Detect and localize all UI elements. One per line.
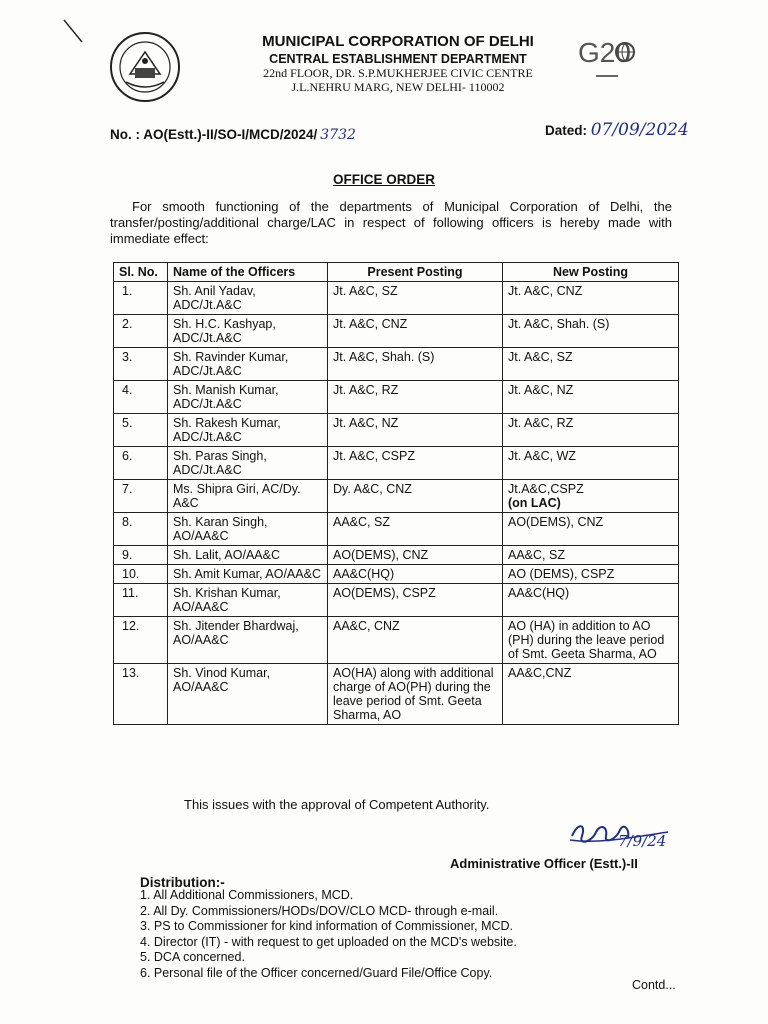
cell-new-posting-text: AA&C,CNZ [508,666,572,680]
table-row [114,546,679,565]
list-item: 3. PS to Commissioner for kind information of Commissioner, MCD. [140,919,514,934]
cell-officer-name [168,617,328,664]
col-header-sl-no: Sl. No. [114,263,168,282]
pen-stroke-mark [62,18,84,44]
dated-label: Dated: [545,123,588,138]
table-row [114,513,679,546]
cell-present-posting-text: AO(DEMS), CSPZ [333,586,436,600]
cell-present-posting [328,664,503,725]
address-line-2: J.L.NEHRU MARG, NEW DELHI- 110002 [291,80,505,94]
cell-present-posting [328,617,503,664]
cell-officer-name [168,282,328,315]
cell-sl-no-text: 6. [122,449,133,463]
cell-present-posting-text: AO(DEMS), CNZ [333,548,429,562]
list-item: 4. Director (IT) - with request to get uploaded on the MCD's website. [140,934,517,949]
cell-officer-name-text: Ms. Shipra Giri, AC/Dy. A&C [173,482,301,510]
table-row [114,348,679,381]
address-line-1: 22nd FLOOR, DR. S.P.MUKHERJEE CIVIC CENTRE [263,66,533,80]
posting-table [113,262,679,725]
cell-sl-no-text: 10. [122,567,140,581]
cell-sl-no-text: 8. [122,515,133,529]
col-header-name: Name of the Officers [168,263,328,282]
cell-sl-no [114,381,168,414]
cell-officer-name-text: Sh. Ravinder Kumar, ADC/Jt.A&C [173,350,289,378]
cell-present-posting-text: Jt. A&C, Shah. (S) [333,350,435,364]
cell-officer-name-text: Sh. Rakesh Kumar, ADC/Jt.A&C [173,416,281,444]
table-row [114,664,679,725]
cell-new-posting [503,565,679,584]
cell-officer-name [168,381,328,414]
cell-new-posting-text: Jt. A&C, CNZ [508,284,583,298]
cell-present-posting [328,447,503,480]
cell-new-posting [503,513,679,546]
cell-new-posting [503,480,679,513]
mcd-emblem-logo [108,30,182,104]
list-item: 6. Personal file of the Officer concerned/Guard File/Office Copy. [140,965,493,980]
cell-sl-no-text: 12. [122,619,140,633]
cell-officer-name [168,565,328,584]
cell-present-posting-text: Jt. A&C, SZ [333,284,398,298]
table-row [114,565,679,584]
document-title [0,172,768,187]
document-title-text: OFFICE ORDER [332,172,435,187]
cell-present-posting-text: Jt. A&C, NZ [333,416,399,430]
cell-sl-no [114,513,168,546]
cell-sl-no-text: 1. [122,284,133,298]
table-row [114,282,679,315]
cell-new-posting [503,546,679,565]
cell-new-posting-text: Jt. A&C, SZ [508,350,573,364]
cell-officer-name [168,513,328,546]
continued-marker: Contd... [632,978,676,992]
cell-present-posting-text: Jt. A&C, CSPZ [333,449,415,463]
cell-sl-no [114,546,168,565]
cell-sl-no-text: 11. [122,586,139,600]
list-item: 5. DCA concerned. [140,950,245,965]
cell-officer-name [168,315,328,348]
cell-present-posting [328,315,503,348]
cell-officer-name-text: Sh. H.C. Kashyap, ADC/Jt.A&C [173,317,276,345]
cell-sl-no-text: 9. [122,548,133,562]
order-date [545,120,689,140]
cell-sl-no [114,584,168,617]
distribution-title: Distribution:- [140,875,225,890]
intro-paragraph [110,199,672,247]
cell-new-posting [503,664,679,725]
cell-new-posting-text: AO (HA) in addition to AO (PH) during the leave period of Smt. Geeta Sharma, AO [508,619,665,661]
cell-sl-no [114,480,168,513]
cell-new-posting-text: Jt.A&C,CSPZ [508,482,584,496]
table-row [114,315,679,348]
cell-present-posting [328,480,503,513]
department-name: CENTRAL ESTABLISHMENT DEPARTMENT [269,52,527,66]
signatory-designation: Administrative Officer (Estt.)-II [450,856,638,871]
cell-officer-name-text: Sh. Krishan Kumar, AO/AA&C [173,586,281,614]
cell-new-posting-text: AO (DEMS), CSPZ [508,567,615,581]
g20-logo-text: G20 [578,37,631,68]
cell-new-posting-text: Jt. A&C, Shah. (S) [508,317,610,331]
cell-officer-name [168,447,328,480]
cell-present-posting-text: AA&C, SZ [333,515,390,529]
cell-present-posting [328,381,503,414]
cell-new-posting-text: AA&C(HQ) [508,586,570,600]
cell-present-posting [328,282,503,315]
cell-new-posting [503,282,679,315]
address-block [228,66,568,94]
cell-new-posting-text: AO(DEMS), CNZ [508,515,604,529]
table-row [114,584,679,617]
cell-new-posting-text: Jt. A&C, RZ [508,416,574,430]
cell-new-posting-extra: (on LAC) [508,496,561,510]
cell-present-posting-text: Dy. A&C, CNZ [333,482,412,496]
table-row [114,480,679,513]
cell-present-posting-text: AO(HA) along with additional charge of AO(PH) during the leave period of Smt. Geeta Sharma, AO [333,666,494,722]
g20-logo [578,30,636,86]
cell-sl-no-text: 5. [122,416,133,430]
cell-present-posting [328,565,503,584]
reference-number [110,127,356,143]
cell-new-posting [503,447,679,480]
cell-present-posting [328,546,503,565]
cell-sl-no-text: 13. [122,666,140,680]
table-row [114,381,679,414]
cell-sl-no [114,565,168,584]
cell-officer-name-text: Sh. Anil Yadav, ADC/Jt.A&C [173,284,256,312]
cell-new-posting-text: Jt. A&C, WZ [508,449,577,463]
cell-new-posting [503,348,679,381]
intro-paragraph-text: For smooth functioning of the departments of Municipal Corporation of Delhi, the transfer/posting/additional charge/LAC in respect of following officers is hereby made with immediate effect: [110,199,672,246]
cell-sl-no-text: 4. [122,383,133,397]
cell-present-posting-text: Jt. A&C, CNZ [333,317,408,331]
table-row [114,617,679,664]
table-row [114,447,679,480]
col-header-present-posting: Present Posting [328,263,503,282]
cell-present-posting-text: Jt. A&C, RZ [333,383,399,397]
cell-new-posting-text: AA&C, SZ [508,548,565,562]
cell-officer-name-text: Sh. Jitender Bhardwaj, AO/AA&C [173,619,299,647]
cell-new-posting [503,617,679,664]
cell-officer-name-text: Sh. Amit Kumar, AO/AA&C [173,567,321,581]
cell-present-posting-text: AA&C, CNZ [333,619,400,633]
table-header-row [114,263,679,282]
cell-sl-no-text: 7. [122,482,133,496]
cell-sl-no [114,348,168,381]
cell-officer-name [168,414,328,447]
cell-new-posting [503,414,679,447]
cell-present-posting [328,584,503,617]
organization-name: MUNICIPAL CORPORATION OF DELHI [262,33,534,50]
col-header-new-posting: New Posting [503,263,679,282]
cell-new-posting [503,381,679,414]
signature-handwritten-date: 7/9/24 [618,832,667,850]
cell-present-posting [328,414,503,447]
cell-new-posting [503,584,679,617]
cell-sl-no [114,664,168,725]
cell-sl-no [114,315,168,348]
cell-officer-name-text: Sh. Vinod Kumar, AO/AA&C [173,666,271,694]
cell-officer-name-text: Sh. Paras Singh, ADC/Jt.A&C [173,449,267,477]
reference-label: No. : AO(Estt.)-II/SO-I/MCD/2024/ [110,127,318,142]
cell-present-posting [328,348,503,381]
cell-officer-name-text: Sh. Lalit, AO/AA&C [173,548,280,562]
list-item: 2. All Dy. Commissioners/HODs/DOV/CLO MCD- through e-mail. [140,903,499,918]
list-item: 1. All Additional Commissioners, MCD. [140,888,354,902]
cell-present-posting [328,513,503,546]
cell-sl-no-text: 2. [122,317,133,331]
cell-new-posting [503,315,679,348]
dated-handwritten-value: 07/09/2024 [590,120,689,140]
cell-new-posting-text: Jt. A&C, NZ [508,383,574,397]
cell-present-posting-text: AA&C(HQ) [333,567,395,581]
distribution-list [140,888,517,982]
cell-officer-name [168,584,328,617]
cell-sl-no [114,617,168,664]
cell-officer-name [168,546,328,565]
cell-sl-no [114,414,168,447]
cell-sl-no [114,282,168,315]
cell-officer-name [168,664,328,725]
cell-sl-no [114,447,168,480]
cell-officer-name-text: Sh. Karan Singh, AO/AA&C [173,515,268,543]
cell-sl-no-text: 3. [122,350,133,364]
cell-officer-name [168,348,328,381]
reference-handwritten-number: 3732 [320,127,356,143]
cell-officer-name [168,480,328,513]
table-row [114,414,679,447]
approval-statement: This issues with the approval of Competent Authority. [184,797,490,812]
cell-officer-name-text: Sh. Manish Kumar, ADC/Jt.A&C [173,383,279,411]
